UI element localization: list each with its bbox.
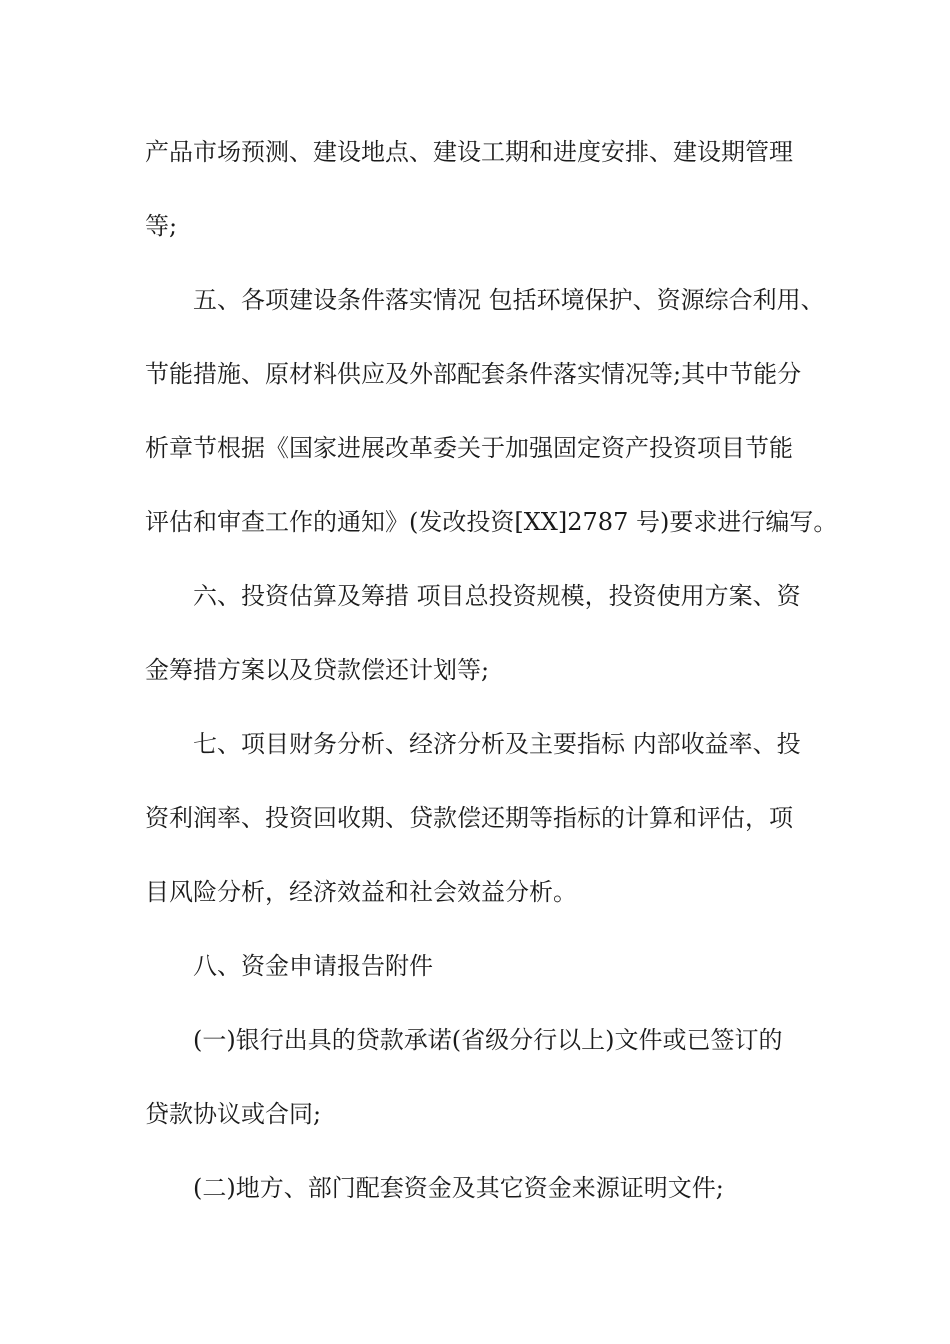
text-line: 金筹措方案以及贷款偿还计划等;	[145, 656, 490, 684]
text-line: 析章节根据《国家进展改革委关于加强固定资产投资项目节能	[145, 434, 793, 462]
text-line: 贷款协议或合同;	[145, 1100, 322, 1128]
text-line: 资利润率、投资回收期、贷款偿还期等指标的计算和评估，项	[145, 804, 793, 832]
list-item-2: (二)地方、部门配套资金及其它资金来源证明文件;	[193, 1174, 724, 1202]
list-item-1: (一)银行出具的贷款承诺(省级分行以上)文件或已签订的	[193, 1026, 783, 1054]
text-line: 评估和审查工作的通知》(发改投资[XX]2787 号)要求进行编写。	[145, 508, 838, 536]
text-line: 等;	[145, 212, 178, 240]
section-heading-6: 六、投资估算及筹措 项目总投资规模，投资使用方案、资	[193, 582, 801, 610]
section-heading-5: 五、各项建设条件落实情况 包括环境保护、资源综合利用、	[193, 286, 825, 314]
text-line: 节能措施、原材料供应及外部配套条件落实情况等;其中节能分	[145, 360, 802, 388]
text-line: 产品市场预测、建设地点、建设工期和进度安排、建设期管理	[145, 138, 793, 166]
section-heading-7: 七、项目财务分析、经济分析及主要指标 内部收益率、投	[193, 730, 801, 758]
text-line: 目风险分析，经济效益和社会效益分析。	[145, 878, 577, 906]
section-heading-8: 八、资金申请报告附件	[193, 952, 433, 980]
